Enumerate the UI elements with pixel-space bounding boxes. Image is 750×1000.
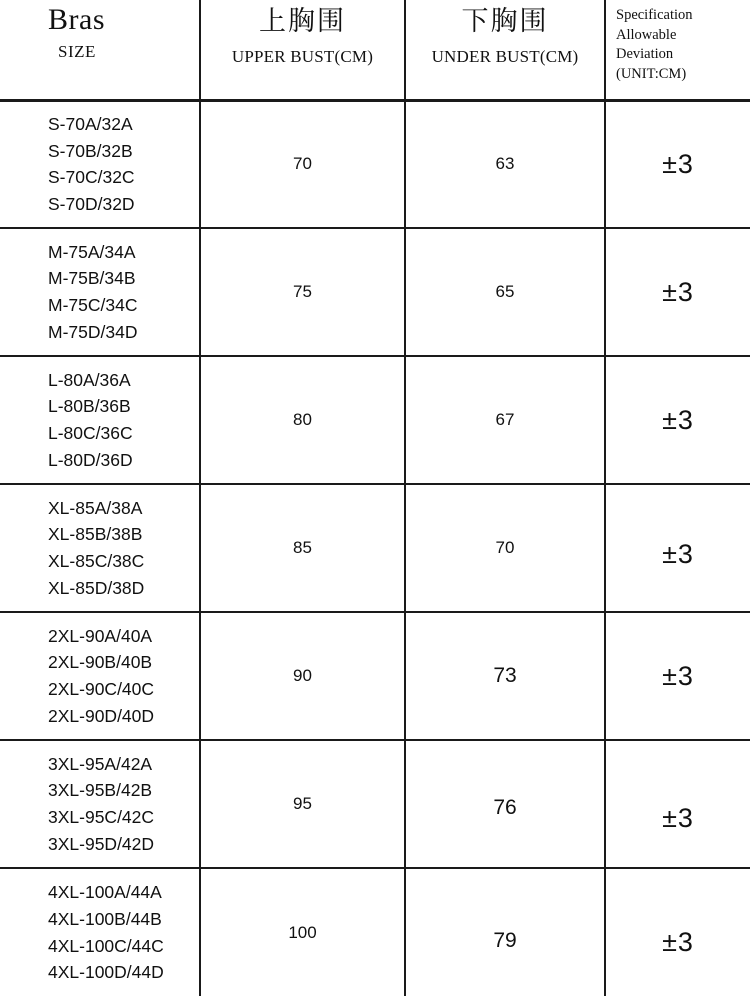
row-deviation-value (605, 868, 750, 996)
deviation-line-1: Specification (616, 7, 693, 23)
row-under-bust-value: 70 (405, 484, 605, 612)
table-body (0, 100, 750, 996)
size-list (0, 239, 199, 345)
deviation-line-2: Allowable (616, 26, 677, 43)
upper-bust-header-group (201, 0, 404, 67)
size-list (0, 751, 199, 857)
row-upper-bust-value: 70 (200, 100, 405, 228)
row-under-bust-value (405, 868, 605, 996)
size-option: L-80D/36D (48, 449, 133, 470)
size-option: 4XL-100A/44A (48, 882, 162, 903)
size-option: S-70D/32D (48, 193, 135, 214)
row-size-cell (0, 868, 200, 996)
size-header-group (0, 0, 199, 62)
size-subtitle: SIZE (58, 41, 96, 61)
row-deviation-value: ±3 (605, 228, 750, 356)
header-cell-under-bust (405, 0, 605, 100)
size-option: XL-85A/38A (48, 497, 143, 518)
row-size-cell (0, 100, 200, 228)
row-deviation-value: ±3 (605, 612, 750, 740)
size-option: S-70A/32A (48, 114, 133, 135)
row-under-bust-value: 73 (405, 612, 605, 740)
size-option: 3XL-95D/42D (48, 833, 155, 854)
row-under-bust-value: 63 (405, 100, 605, 228)
size-option: XL-85D/38D (48, 577, 145, 598)
size-option: 2XL-90B/40B (48, 652, 153, 673)
header-cell-size (0, 0, 200, 100)
table-row (0, 612, 750, 740)
table-row (0, 228, 750, 356)
row-size-cell (0, 228, 200, 356)
size-option: 3XL-95C/42C (48, 807, 155, 827)
row-upper-bust-value: 95 (200, 740, 405, 868)
deviation-text: ±3 (662, 927, 694, 957)
upper-bust-title-en: UPPER BUST(CM) (231, 47, 374, 67)
row-size-cell (0, 740, 200, 868)
deviation-header-group (606, 0, 750, 84)
row-size-cell (0, 356, 200, 484)
size-option: 3XL-95A/42A (48, 753, 153, 774)
size-option: 2XL-90C/40C (48, 679, 155, 699)
size-list (0, 623, 199, 729)
row-upper-bust-value: 90 (200, 612, 405, 740)
row-deviation-value: ±3 (605, 100, 750, 228)
size-option: 4XL-100B/44B (48, 908, 162, 929)
row-upper-bust-value: 75 (200, 228, 405, 356)
under-bust-header-group (406, 0, 604, 67)
table-row (0, 484, 750, 612)
row-deviation-value (605, 740, 750, 868)
size-title: Bras (48, 3, 105, 36)
deviation-line-3: Deviation (616, 46, 674, 63)
size-option: S-70B/32B (48, 140, 133, 161)
row-size-cell (0, 612, 200, 740)
size-option: XL-85B/38B (48, 524, 143, 545)
row-under-bust-value (405, 740, 605, 868)
table-row (0, 356, 750, 484)
size-option: 2XL-90A/40A (48, 625, 153, 646)
size-option: M-75C/34C (48, 295, 138, 315)
size-option: XL-85C/38C (48, 551, 145, 571)
table-row (0, 100, 750, 228)
row-deviation-value: ±3 (605, 356, 750, 484)
table-row (0, 740, 750, 868)
table-header (0, 0, 750, 100)
size-list (0, 879, 199, 985)
size-option: S-70C/32C (48, 167, 135, 188)
size-option: L-80B/36B (48, 396, 131, 417)
size-option: 4XL-100C/44C (48, 935, 164, 956)
header-cell-deviation (605, 0, 750, 100)
row-under-bust-value: 67 (405, 356, 605, 484)
row-upper-bust-value: 100 (200, 868, 405, 996)
row-upper-bust-value: 80 (200, 356, 405, 484)
deviation-text: ±3 (662, 802, 694, 833)
row-size-cell (0, 484, 200, 612)
under-bust-title-en: UNDER BUST(CM) (431, 47, 579, 67)
size-option: 2XL-90D/40D (48, 705, 155, 726)
size-option: M-75B/34B (48, 268, 136, 289)
size-option: 3XL-95B/42B (48, 780, 153, 801)
row-deviation-value (605, 484, 750, 612)
deviation-line-4: (UNIT:CM) (616, 65, 687, 82)
size-option: 4XL-100D/44D (48, 962, 164, 983)
upper-bust-title-cn: 上胸围 (259, 6, 346, 37)
header-row (0, 0, 750, 100)
size-option: M-75D/34D (48, 321, 138, 342)
under-bust-title-cn: 下胸围 (461, 6, 549, 37)
row-upper-bust-value: 85 (200, 484, 405, 612)
under-bust-text: 79 (493, 928, 517, 952)
size-list (0, 367, 199, 473)
header-cell-upper-bust (200, 0, 405, 100)
size-option: L-80A/36A (48, 369, 131, 390)
row-under-bust-value: 65 (405, 228, 605, 356)
table-row (0, 868, 750, 996)
size-option: L-80C/36C (48, 423, 133, 443)
deviation-text: ±3 (662, 538, 694, 569)
under-bust-text: 76 (493, 796, 517, 819)
size-list (0, 495, 199, 601)
size-list (0, 111, 199, 217)
size-option: M-75A/34A (48, 241, 136, 262)
